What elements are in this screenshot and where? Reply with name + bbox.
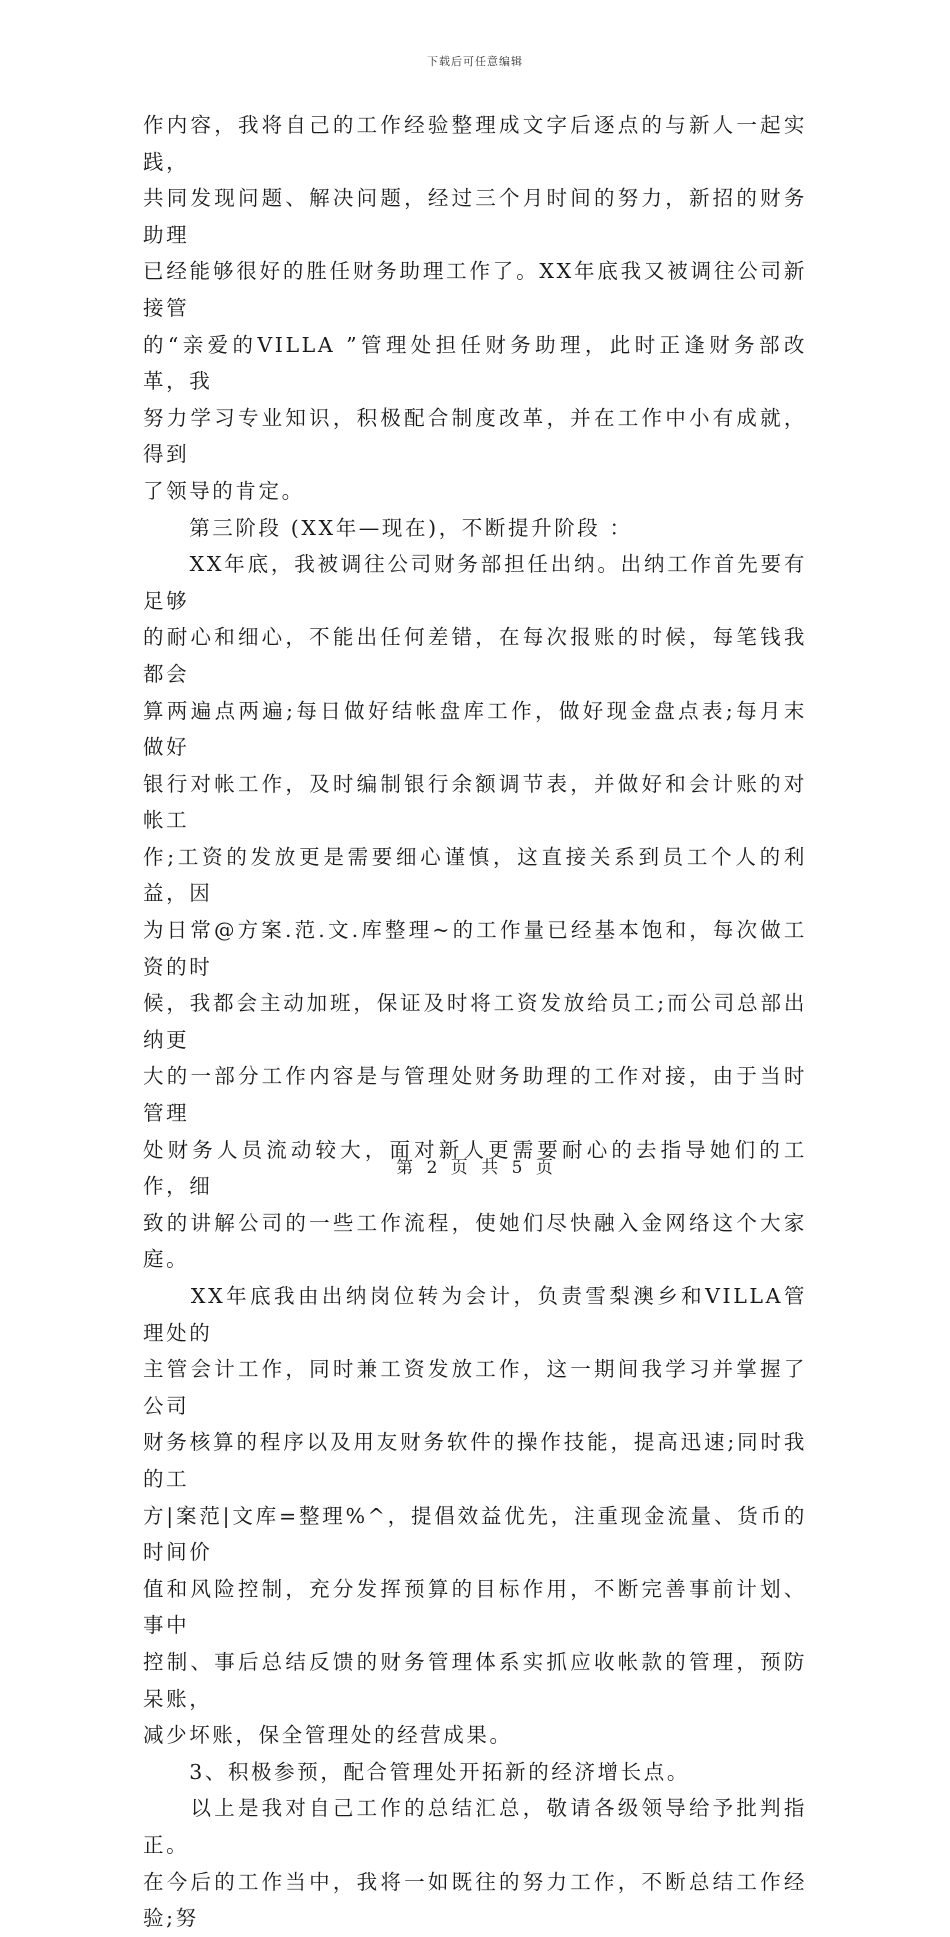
paragraph-item-three: 3、积极参预，配合管理处开拓新的经济增长点。 bbox=[143, 1759, 690, 1784]
document-body bbox=[143, 107, 807, 1937]
paragraph-conclusion: 以上是我对自己工作的总结汇总，敬请各级领导给予批判指正。 在今后的工作当中，我将一如既往的努力工作，不断总结工作经验;努 bbox=[143, 1796, 807, 1931]
paragraph-continued: 作内容，我将自己的工作经验整理成文字后逐点的与新人一起实践， 共同发现问题、解决问题，经过三个月时间的努力，新招的财务助理 已经能够很好的胜任财务助理工作了。XX年底我又被调往公司新接管 的“亲爱的VILLA ”管理处担任财务助理，此时正逢财务部改革，我 努力学习专业知识，积极配合制度改革，并在工作中小有成就，得到 了领导的肯定。 bbox=[143, 113, 807, 503]
paragraph-stage-three-heading: 第三阶段 (XX年—现在)，不断提升阶段 ： bbox=[143, 515, 633, 540]
page-number: 第 2 页 共 5 页 bbox=[396, 1158, 554, 1178]
page-header: 下载后可任意编辑 bbox=[427, 55, 523, 68]
paragraph-cashier: XX年底，我被调往公司财务部担任出纳。出纳工作首先要有足够 的耐心和细心，不能出任何差错，在每次报账的时候，每笔钱我都会 算两遍点两遍;每日做好结帐盘库工作，做好现金盘点表;每月末做好 银行对帐工作，及时编制银行余额调节表，并做好和会计账的对帐工 作;工资的发放更是需要细心谨慎，这直接关系到员工个人的利益，因 为日常@方案.范.文.库整理~的工作量已经基本饱和，每次做工资的时 候，我都会主动加班，保证及时将工资发放给员工;而公司总部出纳更 大的一部分工作内容是与管理处财务助理的工作对接，由于当时管理 处财务人员流动较大，面对新人更需要耐心的去指导她们的工作，细 致的讲解公司的一些工作流程，使她们尽快融入金网络这个大家庭。 bbox=[143, 552, 807, 1272]
paragraph-accountant: XX年底我由出纳岗位转为会计，负责雪梨澳乡和VILLA管理处的 主管会计工作，同时兼工资发放工作，这一期间我学习并掌握了公司 财务核算的程序以及用友财务软件的操作技能，提高迅速;同时我的工 方|案范|文库=整理%^，提倡效益优先，注重现金流量、货币的时间价 值和风险控制，充分发挥预算的目标作用，不断完善事前计划、事中 控制、事后总结反馈的财务管理体系实抓应收帐款的管理，预防呆账， 减少坏账，保全管理处的经营成果。 bbox=[143, 1284, 807, 1748]
